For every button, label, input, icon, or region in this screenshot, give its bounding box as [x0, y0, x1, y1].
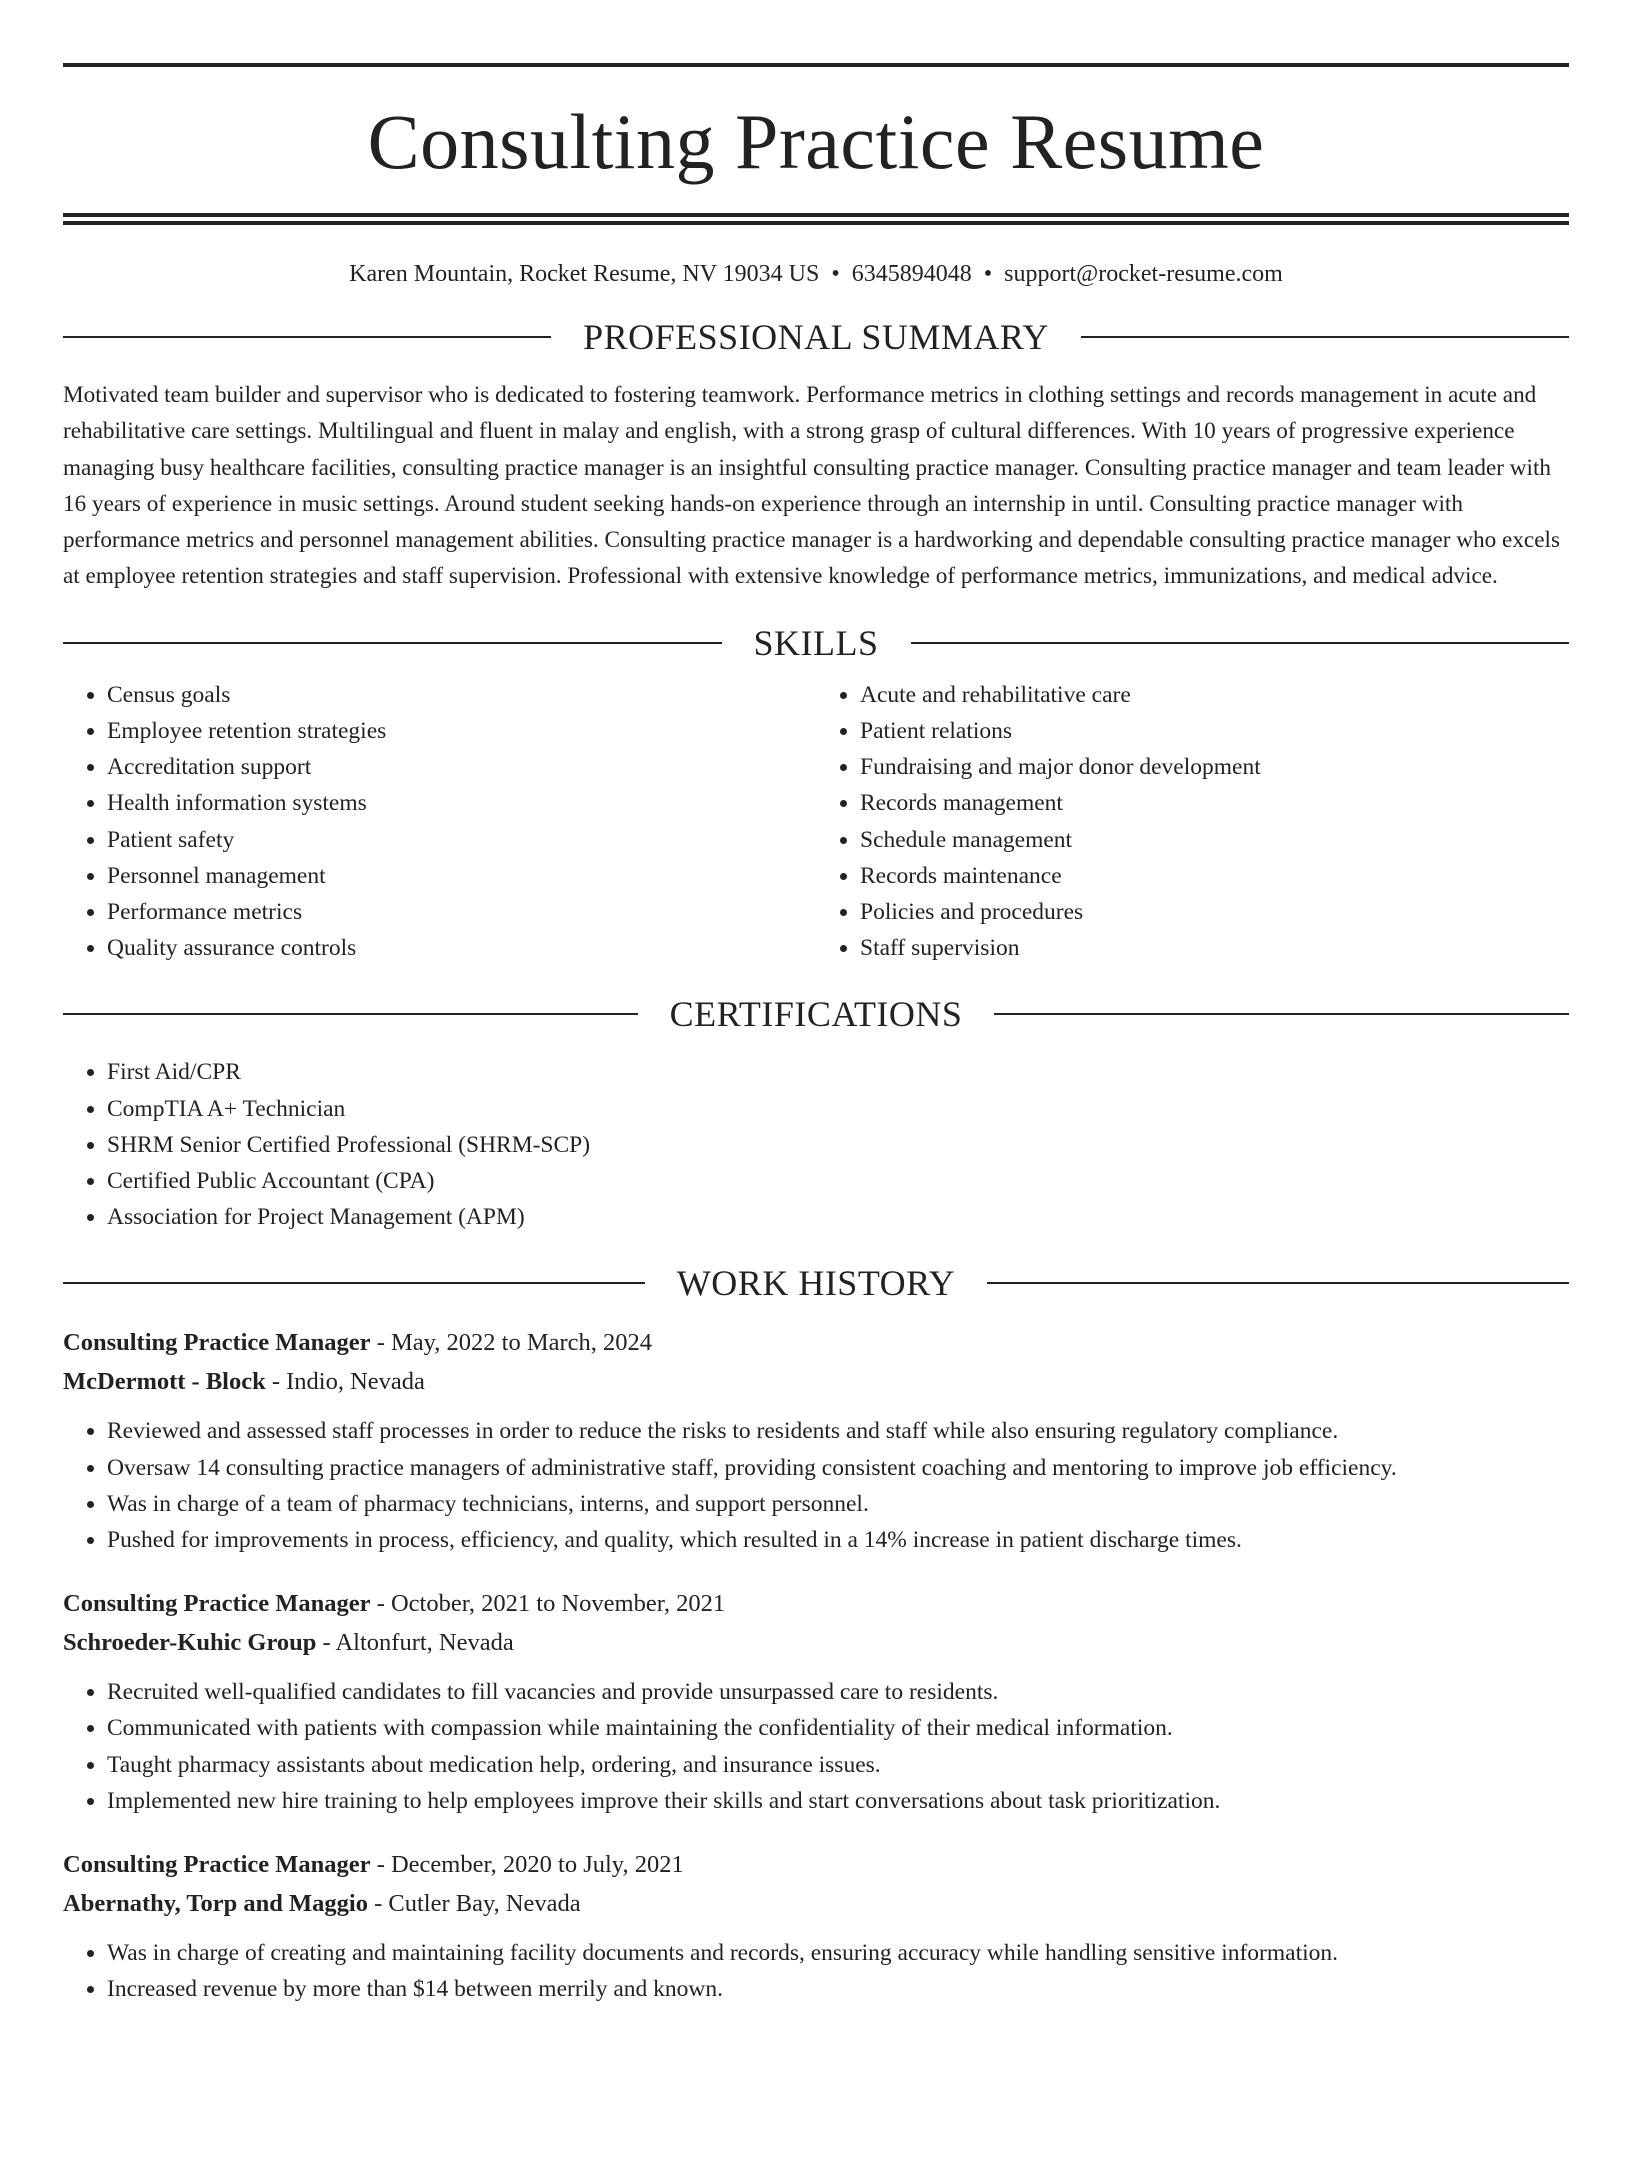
job-company: Schroeder-Kuhic Group	[63, 1629, 317, 1657]
skill-item: • Staff supervision	[860, 930, 1569, 966]
job-title-line	[63, 1845, 1569, 1884]
job-bullets	[63, 1674, 1569, 1819]
job-bullet: • Increased revenue by more than $14 between merrily and known.	[107, 1971, 1569, 2007]
heading-rule-left	[63, 336, 551, 338]
skill-item: • Patient safety	[107, 822, 816, 858]
job-title-line	[63, 1323, 1569, 1362]
skill-item: • Health information systems	[107, 785, 816, 821]
top-rule	[63, 63, 1569, 67]
job-company-line	[63, 1623, 1569, 1662]
certification-item: • Association for Project Management (APM)	[107, 1199, 1569, 1235]
skills-section-heading	[63, 621, 1569, 665]
skill-item: • Personnel management	[107, 858, 816, 894]
skill-item: • Employee retention strategies	[107, 713, 816, 749]
certification-item: • First Aid/CPR	[107, 1054, 1569, 1090]
job-entry	[63, 1323, 1569, 1558]
skill-item: • Performance metrics	[107, 894, 816, 930]
skill-item: • Policies and procedures	[860, 894, 1569, 930]
job-bullets	[63, 1935, 1569, 2007]
heading-rule-right	[987, 1282, 1569, 1284]
job-location: - Cutler Bay, Nevada	[374, 1890, 581, 1918]
job-role: Consulting Practice Manager	[63, 1329, 371, 1357]
job-company: Abernathy, Torp and Maggio	[63, 1890, 368, 1918]
skill-item: • Accreditation support	[107, 749, 816, 785]
heading-rule-right	[994, 1013, 1569, 1015]
summary-text: Motivated team builder and supervisor who is dedicated to fostering teamwork. Performance metrics in clothing settings and records management in acute and rehabilitative care settings. Multilingual and fluent in malay and english, with a strong grasp of cultural differences. With 10 years of progressive experience managing busy healthcare facilities, consulting practice manager is an insightful consulting practice manager. Consulting practice manager and team leader with 16 years of experience in music settings. Around student seeking hands-on experience through an internship in until. Consulting practice manager with performance metrics and personnel management abilities. Consulting practice manager is a hardworking and dependable consulting practice manager who excels at employee retention strategies and staff supervision. Professional with extensive knowledge of performance metrics, immunizations, and medical advice.	[63, 382, 1560, 590]
heading-rule-right	[1081, 336, 1569, 338]
job-bullet: • Communicated with patients with compassion while maintaining the confidentiality of their medical information.	[107, 1710, 1569, 1746]
job-bullets	[63, 1413, 1569, 1558]
summary-section-heading	[63, 315, 1569, 359]
job-role: Consulting Practice Manager	[63, 1851, 371, 1879]
summary-heading: PROFESSIONAL SUMMARY	[583, 317, 1049, 357]
job-title-line	[63, 1584, 1569, 1623]
skill-item: • Patient relations	[860, 713, 1569, 749]
contact-email: support@rocket-resume.com	[1004, 261, 1283, 287]
job-bullet: • Taught pharmacy assistants about medication help, ordering, and insurance issues.	[107, 1747, 1569, 1783]
page-title: Consulting Practice Resume	[367, 98, 1265, 185]
job-bullet: • Pushed for improvements in process, efficiency, and quality, which resulted in a 14% increase in patient discharge times.	[107, 1522, 1569, 1558]
skill-item: • Records management	[860, 785, 1569, 821]
certifications-list	[63, 1054, 1569, 1235]
contact-address: Karen Mountain, Rocket Resume, NV 19034 US	[349, 261, 820, 287]
skill-item: • Quality assurance controls	[107, 930, 816, 966]
skill-item: • Schedule management	[860, 822, 1569, 858]
job-location: - Indio, Nevada	[271, 1368, 425, 1396]
heading-rule-right	[911, 642, 1570, 644]
skills-heading: SKILLS	[753, 622, 879, 663]
job-bullet: • Oversaw 14 consulting practice managers of administrative staff, providing consistent coaching and mentoring to improve job efficiency.	[107, 1450, 1569, 1486]
work-section-heading	[63, 1261, 1569, 1305]
skill-item: • Records maintenance	[860, 858, 1569, 894]
job-bullet: • Was in charge of a team of pharmacy technicians, interns, and support personnel.	[107, 1486, 1569, 1522]
certification-item: • CompTIA A+ Technician	[107, 1091, 1569, 1127]
certification-item: • SHRM Senior Certified Professional (SHRM-SCP)	[107, 1127, 1569, 1163]
contact-separator: •	[983, 261, 993, 287]
skills-list	[63, 677, 1569, 967]
skills-column-left	[63, 677, 816, 967]
contact-separator: •	[831, 261, 840, 287]
skills-column-right	[816, 677, 1569, 967]
contact-line	[63, 259, 1569, 289]
heading-rule-left	[63, 1282, 645, 1284]
heading-rule-left	[63, 642, 722, 644]
job-company-line	[63, 1884, 1569, 1923]
job-entry	[63, 1845, 1569, 2007]
certifications-section-heading	[63, 992, 1569, 1036]
job-entry	[63, 1584, 1569, 1819]
contact-phone: 6345894048	[851, 261, 972, 287]
title-double-rule	[63, 213, 1569, 225]
job-company: McDermott - Block	[63, 1368, 266, 1396]
skill-item: • Census goals	[107, 677, 816, 713]
heading-rule-left	[63, 1013, 638, 1015]
job-location: - Altonfurt, Nevada	[322, 1629, 514, 1657]
job-dates: - December, 2020 to July, 2021	[376, 1851, 684, 1879]
job-bullet: • Reviewed and assessed staff processes in order to reduce the risks to residents and staff while also ensuring regulatory compliance.	[107, 1413, 1569, 1449]
work-heading: WORK HISTORY	[676, 1263, 956, 1304]
skill-item: • Fundraising and major donor development	[860, 749, 1569, 785]
job-bullet: • Implemented new hire training to help employees improve their skills and start conversations about task prioritization.	[107, 1783, 1569, 1819]
job-role: Consulting Practice Manager	[63, 1590, 371, 1618]
job-company-line	[63, 1362, 1569, 1401]
resume-page	[0, 63, 1632, 2175]
certification-item: • Certified Public Accountant (CPA)	[107, 1163, 1569, 1199]
job-bullet: • Was in charge of creating and maintaining facility documents and records, ensuring accuracy while handling sensitive information.	[107, 1935, 1569, 1971]
job-bullet: • Recruited well-qualified candidates to fill vacancies and provide unsurpassed care to residents.	[107, 1674, 1569, 1710]
job-dates: - October, 2021 to November, 2021	[376, 1590, 726, 1618]
skill-item: • Acute and rehabilitative care	[860, 677, 1569, 713]
certifications-heading: CERTIFICATIONS	[669, 994, 963, 1035]
job-dates: - May, 2022 to March, 2024	[376, 1329, 653, 1357]
